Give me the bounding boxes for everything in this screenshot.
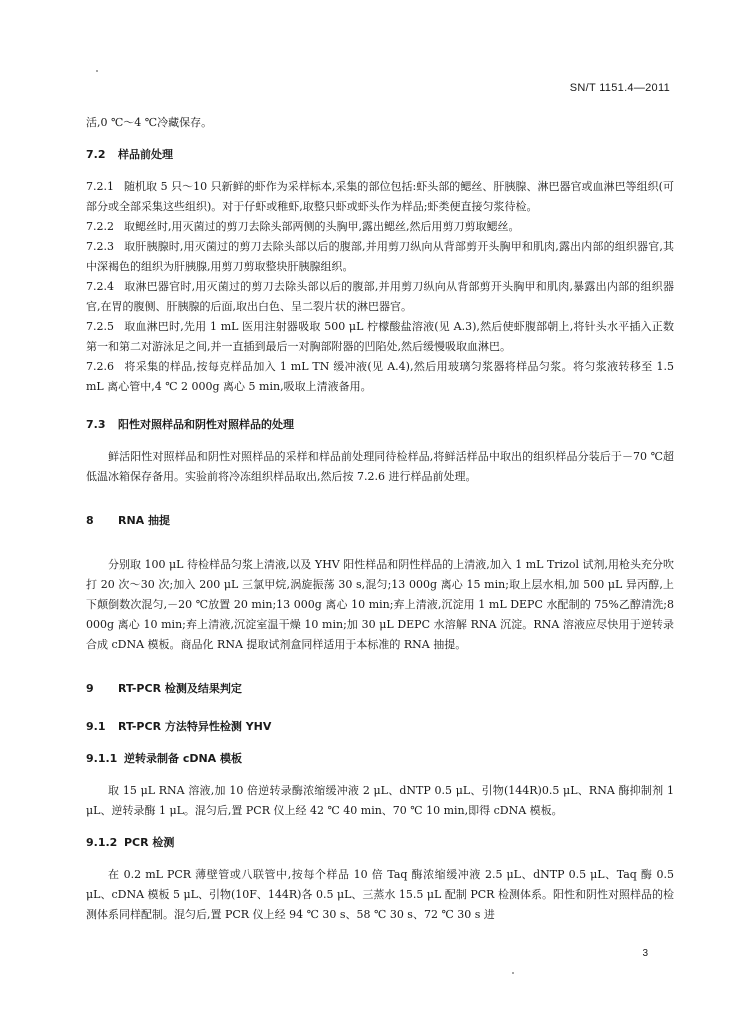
- clause-7-2-5: [86, 317, 674, 357]
- scan-speck: [512, 972, 514, 974]
- clause-7-2-4: [86, 277, 674, 317]
- clause-text: 取血淋巴时,先用 1 mL 医用注射器吸取 500 μL 柠檬酸盐溶液(见 A.3),然后使虾腹部朝上,将针头水平插入正数第一和第二对游泳足之间,并一直插到最后一对胸部附器的凹陷处,然后缓慢吸取血淋巴。: [86, 320, 674, 353]
- intro-line: 活,0 ℃～4 ℃冷藏保存。: [86, 116, 213, 129]
- heading-number: 8: [86, 514, 94, 527]
- heading-7-3: [86, 415, 674, 435]
- heading-title: 阳性对照样品和阴性对照样品的处理: [118, 418, 294, 431]
- clause-text: 取淋巴器官时,用灭菌过的剪刀去除头部以后的腹部,并用剪刀纵向从背部剪开头胸甲和肌肉,暴露出内部的组织器官,在胃的腹侧、肝胰腺的后面,取出白色、呈二裂片状的淋巴器官。: [86, 280, 674, 313]
- heading-number: 7.2: [86, 148, 106, 161]
- heading-9-1: [86, 717, 674, 737]
- clause-number: 7.2.6: [86, 360, 114, 373]
- scan-speck: [96, 70, 98, 72]
- clause-number: 7.2.2: [86, 220, 114, 233]
- heading-7-2: [86, 145, 674, 165]
- clause-number: 7.2.3: [86, 240, 114, 253]
- clause-7-2-2: [86, 217, 674, 237]
- clause-7-2-6: [86, 357, 674, 397]
- heading-title: RT-PCR 方法特异性检测 YHV: [118, 720, 272, 733]
- heading-9-1-2: [86, 833, 674, 853]
- heading-number: 9.1: [86, 720, 106, 733]
- heading-number: 9: [86, 682, 94, 695]
- paragraph-8: 分别取 100 μL 待检样品匀浆上清液,以及 YHV 阳性样品和阴性样品的上清液,加入 1 mL Trizol 试剂,用枪头充分吹打 20 次～30 次;加入 200 μL 三氯甲烷,涡旋振荡 30 s,混匀;13 000g 离心 15 min;取上层水相,加 500 μL 异丙醇,上下颠倒数次混匀,－20 ℃放置 20 min;13 000g 离心 10 min;弃上清液,沉淀用 1 mL DEPC 水配制的 75%乙醇清洗;8 000g 离心 10 min;弃上清液,沉淀室温干燥 10 min;加 30 μL DEPC 水溶解 RNA 沉淀。RNA 溶液应尽快用于逆转录合成 cDNA 模板。商品化 RNA 提取试剂盒同样适用于本标准的 RNA 抽提。: [86, 558, 674, 651]
- clause-number: 7.2.5: [86, 320, 114, 333]
- clause-number: 7.2.1: [86, 180, 114, 193]
- heading-9-1-1: [86, 749, 674, 769]
- heading-title: 样品前处理: [118, 148, 173, 161]
- heading-number: 9.1.2: [86, 836, 118, 849]
- paragraph-7-3: 鲜活阳性对照样品和阴性对照样品的采样和样品前处理同待检样品,将鲜活样品中取出的组织样品分装后于－70 ℃超低温冰箱保存备用。实验前将冷冻组织样品取出,然后按 7.2.6 进行样品前处理。: [86, 450, 674, 483]
- heading-title: RT-PCR 检测及结果判定: [118, 682, 242, 695]
- heading-title: PCR 检测: [124, 836, 175, 849]
- clause-number: 7.2.4: [86, 280, 114, 293]
- paragraph-9-1-2: 在 0.2 mL PCR 薄壁管或八联管中,按每个样品 10 倍 Taq 酶浓缩缓冲液 2.5 μL、dNTP 0.5 μL、Taq 酶 0.5 μL、cDNA 模板 5 μL、引物(10F、144R)各 0.5 μL、三蒸水 15.5 μL 配制 PCR 检测体系。阳性和阴性对照样品的检测体系同样配制。混匀后,置 PCR 仪上经 94 ℃ 30 s、58 ℃ 30 s、72 ℃ 30 s 进: [86, 868, 674, 921]
- clause-text: 随机取 5 只～10 只新鲜的虾作为采样标本,采集的部位包括:虾头部的鳃丝、肝胰腺、淋巴器官或血淋巴等组织(可部分或全部采集这些组织)。对于仔虾或稚虾,取整只虾或虾头作为样品;虾类便直接匀浆待检。: [86, 180, 674, 213]
- heading-number: 7.3: [86, 418, 106, 431]
- standard-number: SN/T 1151.4—2011: [569, 82, 670, 94]
- heading-title: RNA 抽提: [118, 514, 171, 527]
- page-content: [86, 113, 674, 925]
- heading-number: 9.1.1: [86, 752, 118, 765]
- clause-text: 取肝胰腺时,用灭菌过的剪刀去除头部以后的腹部,并用剪刀纵向从背部剪开头胸甲和肌肉,露出内部的组织器官,其中深褐色的组织为肝胰腺,用剪刀剪取整块肝胰腺组织。: [86, 240, 674, 273]
- page-number: 3: [642, 948, 648, 959]
- heading-9: [86, 679, 674, 699]
- heading-8: [86, 511, 674, 531]
- paragraph-9-1-1: 取 15 μL RNA 溶液,加 10 倍逆转录酶浓缩缓冲液 2 μL、dNTP 0.5 μL、引物(144R)0.5 μL、RNA 酶抑制剂 1 μL、逆转录酶 1 μL。混匀后,置 PCR 仪上经 42 ℃ 40 min、70 ℃ 10 min,即得 cDNA 模板。: [86, 784, 674, 817]
- clause-7-2-3: [86, 237, 674, 277]
- clause-7-2-1: [86, 177, 674, 217]
- clause-text: 取鳃丝时,用灭菌过的剪刀去除头部两侧的头胸甲,露出鳃丝,然后用剪刀剪取鳃丝。: [124, 220, 520, 233]
- heading-title: 逆转录制备 cDNA 模板: [124, 752, 243, 765]
- clause-text: 将采集的样品,按每克样品加入 1 mL TN 缓冲液(见 A.4),然后用玻璃匀浆器将样品匀浆。将匀浆液转移至 1.5 mL 离心管中,4 ℃ 2 000g 离心 5 min,吸取上清液备用。: [86, 360, 674, 393]
